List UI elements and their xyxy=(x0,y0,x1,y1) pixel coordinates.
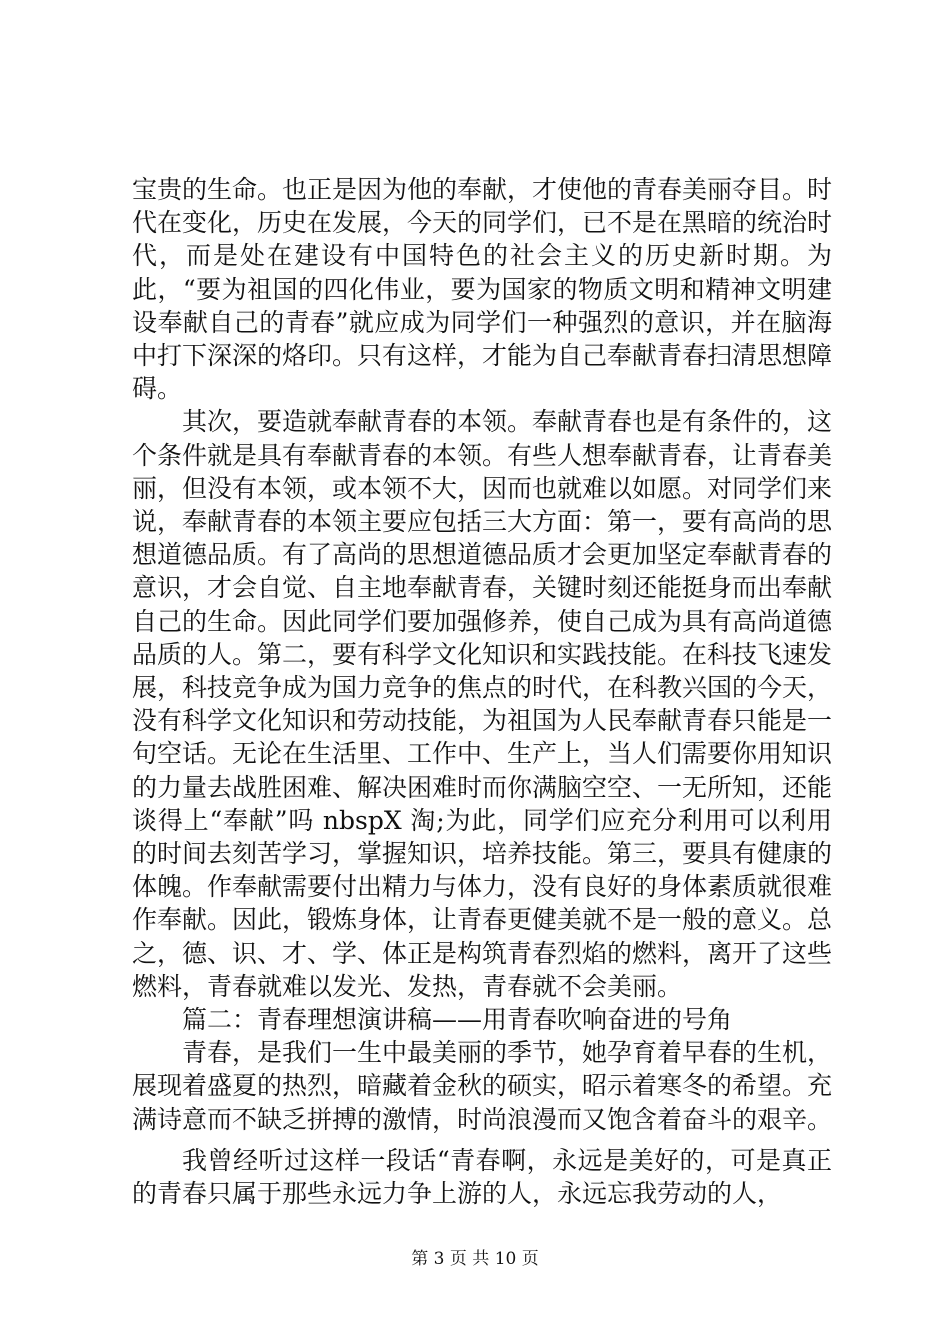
paragraph-4: 我曾经听过这样一段话“青春啊，永远是美好的，可是真正的青春只属于那些永远力争上游的人，永远忘我劳动的人， xyxy=(132,1145,832,1209)
page-number-footer: 第 3 页 共 10 页 xyxy=(411,1249,539,1269)
paragraph-3: 青春，是我们一生中最美丽的季节，她孕育着早春的生机，展现着盛夏的热烈，暗藏着金秋的硕实，昭示着寒冬的希望。充满诗意而不缺乏拼搏的激情，时尚浪漫而又饱含着奋斗的艰辛。 xyxy=(132,1038,833,1134)
paragraph-1: 宝贵的生命。也正是因为他的奉献，才使他的青春美丽夺目。时代在变化，历史在发展，今天的同学们，已不是在黑暗的统治时代，而是处在建设有中国特色的社会主义的历史新时期。为此，“要为祖国的四化伟业，要为国家的物质文明和精神文明建设奉献自己的青春”就应成为同学们一种强烈的意识，并在脑海中打下深深的烙印。只有这样，才能为自己奉献青春扫清思想障碍。 xyxy=(132,175,833,404)
paragraph-2: 其次，要造就奉献青春的本领。奉献青春也是有条件的，这个条件就是具有奉献青春的本领。有些人想奉献青春，让青春美丽，但没有本领，或本领不大，因而也就难以如愿。对同学们来说，奉献青春的本领主要应包括三大方面：第一，要有高尚的思想道德品质。有了高尚的思想道德品质才会更加坚定奉献青春的意识，才会自觉、自主地奉献青春，关键时刻还能挺身而出奉献自己的生命。因此同学们要加强修养，使自己成为具有高尚道德品质的人。第二，要有科学文化知识和实践技能。在科技飞速发展，科技竞争成为国力竞争的焦点的时代，在科教兴国的今天，没有科学文化知识和劳动技能，为祖国为人民奉献青春只能是一句空话。无论在生活里、工作中、生产上，当人们需要你用知识的力量去战胜困难、解决困难时而你满脑空空、一无所知，还能谈得上“奉献”吗 nbspX 淘;为此，同学们应充分利用可以利用的时间去刻苦学习，掌握知识，培养技能。第三，要具有健康的体魄。作奉献需要付出精力与体力，没有良好的身体素质就很难作奉献。因此，锻炼身体，让青春更健美就不是一般的意义。总之，德、识、才、学、体正是构筑青春烈焰的燃料，离开了这些燃料，青春就难以发光、发热，青春就不会美丽。 xyxy=(132,407,833,1001)
document-body xyxy=(132,173,832,1210)
section-heading: 篇二：青春理想演讲稿——用青春吹响奋进的号角 xyxy=(182,1005,733,1035)
